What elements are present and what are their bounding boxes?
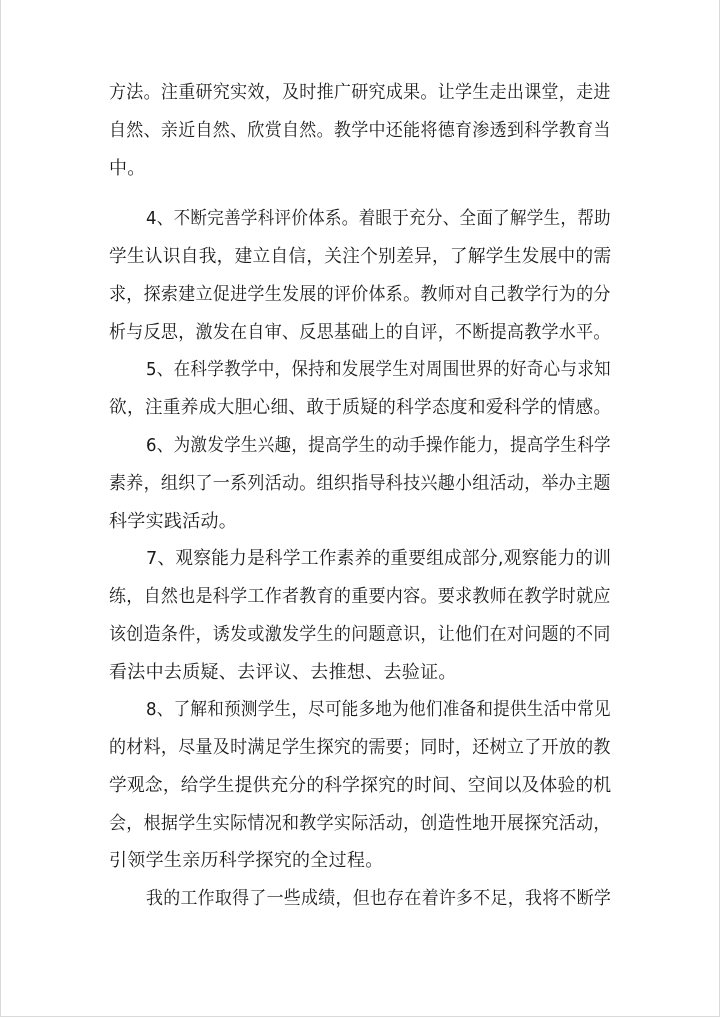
text-line: 引领学生亲历科学探究的全过程。: [109, 850, 384, 871]
text-line: 中。: [109, 158, 146, 179]
text-line: 练，自然也是科学工作者教育的重要内容。要求教师在教学时就应: [109, 586, 611, 607]
text-line: 6、为激发学生兴趣，提高学生的动手操作能力，提高学生科学: [146, 435, 611, 456]
text-line: 求，探索建立促进学生发展的评价体系。教师对自己教学行为的分: [109, 284, 611, 305]
text-line: 析与反思，激发在自审、反思基础上的自评，不断提高教学水平。: [109, 322, 611, 343]
text-line: 学观念，给学生提供充分的科学探究的时间、空间以及体验的机: [109, 775, 612, 796]
text-line: 8、了解和预测学生，尽可能多地为他们准备和提供生活中常见: [146, 699, 611, 720]
text-line: 学生认识自我，建立自信，关注个别差异，了解学生发展中的需: [109, 246, 612, 267]
text-line: 自然、亲近自然、欣赏自然。教学中还能将德育渗透到科学教育当: [109, 120, 611, 141]
text-line: 该创造条件，诱发或激发学生的问题意识，让他们在对问题的不同: [109, 624, 611, 645]
text-line: 看法中去质疑、去评议、去推想、去验证。: [109, 662, 457, 683]
text-line: 欲，注重养成大胆心细、敢于质疑的科学态度和爱科学的情感。: [109, 397, 612, 418]
text-line: 会，根据学生实际情况和教学实际活动，创造性地开展探究活动，: [109, 813, 611, 834]
text-line: 我的工作取得了一些成绩，但也存在着许多不足，我将不断学: [146, 888, 612, 909]
text-line: 科学实践活动。: [109, 511, 238, 532]
text-line: 方法。注重研究实效，及时推广研究成果。让学生走出课堂，走进: [109, 82, 611, 103]
text-line: 素养，组织了一系列活动。组织指导科技兴趣小组活动，举办主题: [109, 473, 611, 494]
text-line: 的材料，尽量及时满足学生探究的需要；同时，还树立了开放的教: [109, 737, 611, 758]
text-line: 4、不断完善学科评价体系。着眼于充分、全面了解学生，帮助: [146, 208, 611, 229]
text-line: 7、观察能力是科学工作素养的重要组成部分,观察能力的训: [146, 548, 612, 569]
text-line: 5、在科学教学中，保持和发展学生对周围世界的好奇心与求知: [146, 359, 611, 380]
